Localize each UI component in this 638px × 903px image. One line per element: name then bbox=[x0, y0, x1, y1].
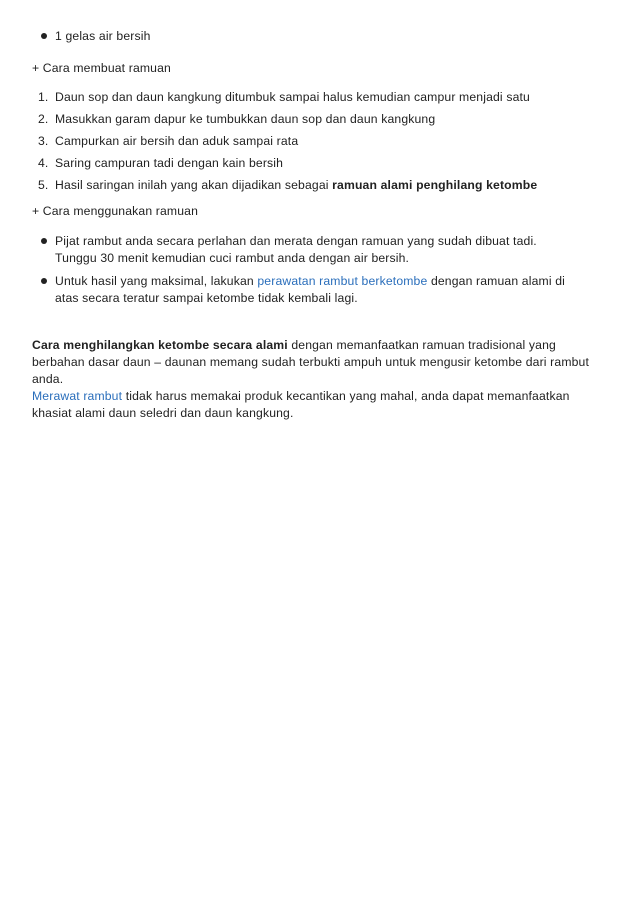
conclusion-text-1: dengan memanfaatkan ramuan tradisional yang bbox=[287, 338, 556, 352]
hair-care-link[interactable]: perawatan rambut berketombe bbox=[257, 274, 428, 288]
making-heading: + Cara membuat ramuan bbox=[32, 61, 171, 75]
hair-care-link-2[interactable]: Merawat rambut bbox=[32, 389, 123, 403]
ingredient-list bbox=[32, 28, 612, 45]
list-item bbox=[32, 89, 612, 106]
list-item bbox=[32, 233, 612, 267]
article-content bbox=[32, 28, 612, 422]
conclusion-text-5: khasiat alami daun seledri dan daun kangkung. bbox=[32, 406, 294, 420]
step-number: 5. bbox=[38, 178, 49, 192]
step-number: 3. bbox=[38, 134, 49, 148]
list-item-text: 1 gelas air bersih bbox=[55, 29, 151, 43]
step-text: Hasil saringan inilah yang akan dijadikan sebagai bbox=[55, 178, 333, 192]
conclusion-paragraph bbox=[32, 337, 612, 422]
step-number: 2. bbox=[38, 112, 49, 126]
list-item-line1: Pijat rambut anda secara perlahan dan merata dengan ramuan yang sudah dibuat tadi. bbox=[55, 234, 537, 248]
step-number: 4. bbox=[38, 156, 49, 170]
list-item-line2: atas secara teratur sampai ketombe tidak kembali lagi. bbox=[55, 291, 358, 305]
using-heading: + Cara menggunakan ramuan bbox=[32, 204, 199, 218]
list-item bbox=[32, 155, 612, 172]
conclusion-bold: Cara menghilangkan ketombe secara alami bbox=[32, 338, 288, 352]
conclusion-text-2: berbahan dasar daun – daunan memang sudah terbukti ampuh untuk mengusir ketombe dari rambut bbox=[32, 355, 590, 369]
list-item bbox=[32, 111, 612, 128]
list-item-line2: Tunggu 30 menit kemudian cuci rambut anda dengan air bersih. bbox=[55, 251, 410, 265]
conclusion-text-4: tidak harus memakai produk kecantikan yang mahal, anda dapat memanfaatkan bbox=[122, 389, 570, 403]
list-item bbox=[32, 133, 612, 150]
list-item bbox=[32, 28, 612, 45]
conclusion-text-3: anda. bbox=[32, 372, 64, 386]
step-text: Campurkan air bersih dan aduk sampai rata bbox=[55, 134, 299, 148]
bullet-icon bbox=[41, 33, 47, 39]
bullet-icon bbox=[41, 238, 47, 244]
list-item bbox=[32, 177, 612, 194]
bullet-icon bbox=[41, 278, 47, 284]
step-text: Daun sop dan daun kangkung ditumbuk sampai halus kemudian campur menjadi satu bbox=[55, 90, 530, 104]
list-item bbox=[32, 273, 612, 307]
making-steps bbox=[32, 89, 612, 194]
step-number: 1. bbox=[38, 90, 49, 104]
step-bold-text: ramuan alami penghilang ketombe bbox=[332, 178, 538, 192]
list-item-text-after: dengan ramuan alami di bbox=[427, 274, 566, 288]
list-item-text-before: Untuk hasil yang maksimal, lakukan bbox=[55, 274, 258, 288]
step-text: Saring campuran tadi dengan kain bersih bbox=[55, 156, 284, 170]
step-text: Masukkan garam dapur ke tumbukkan daun sop dan daun kangkung bbox=[55, 112, 436, 126]
using-list bbox=[32, 233, 612, 307]
